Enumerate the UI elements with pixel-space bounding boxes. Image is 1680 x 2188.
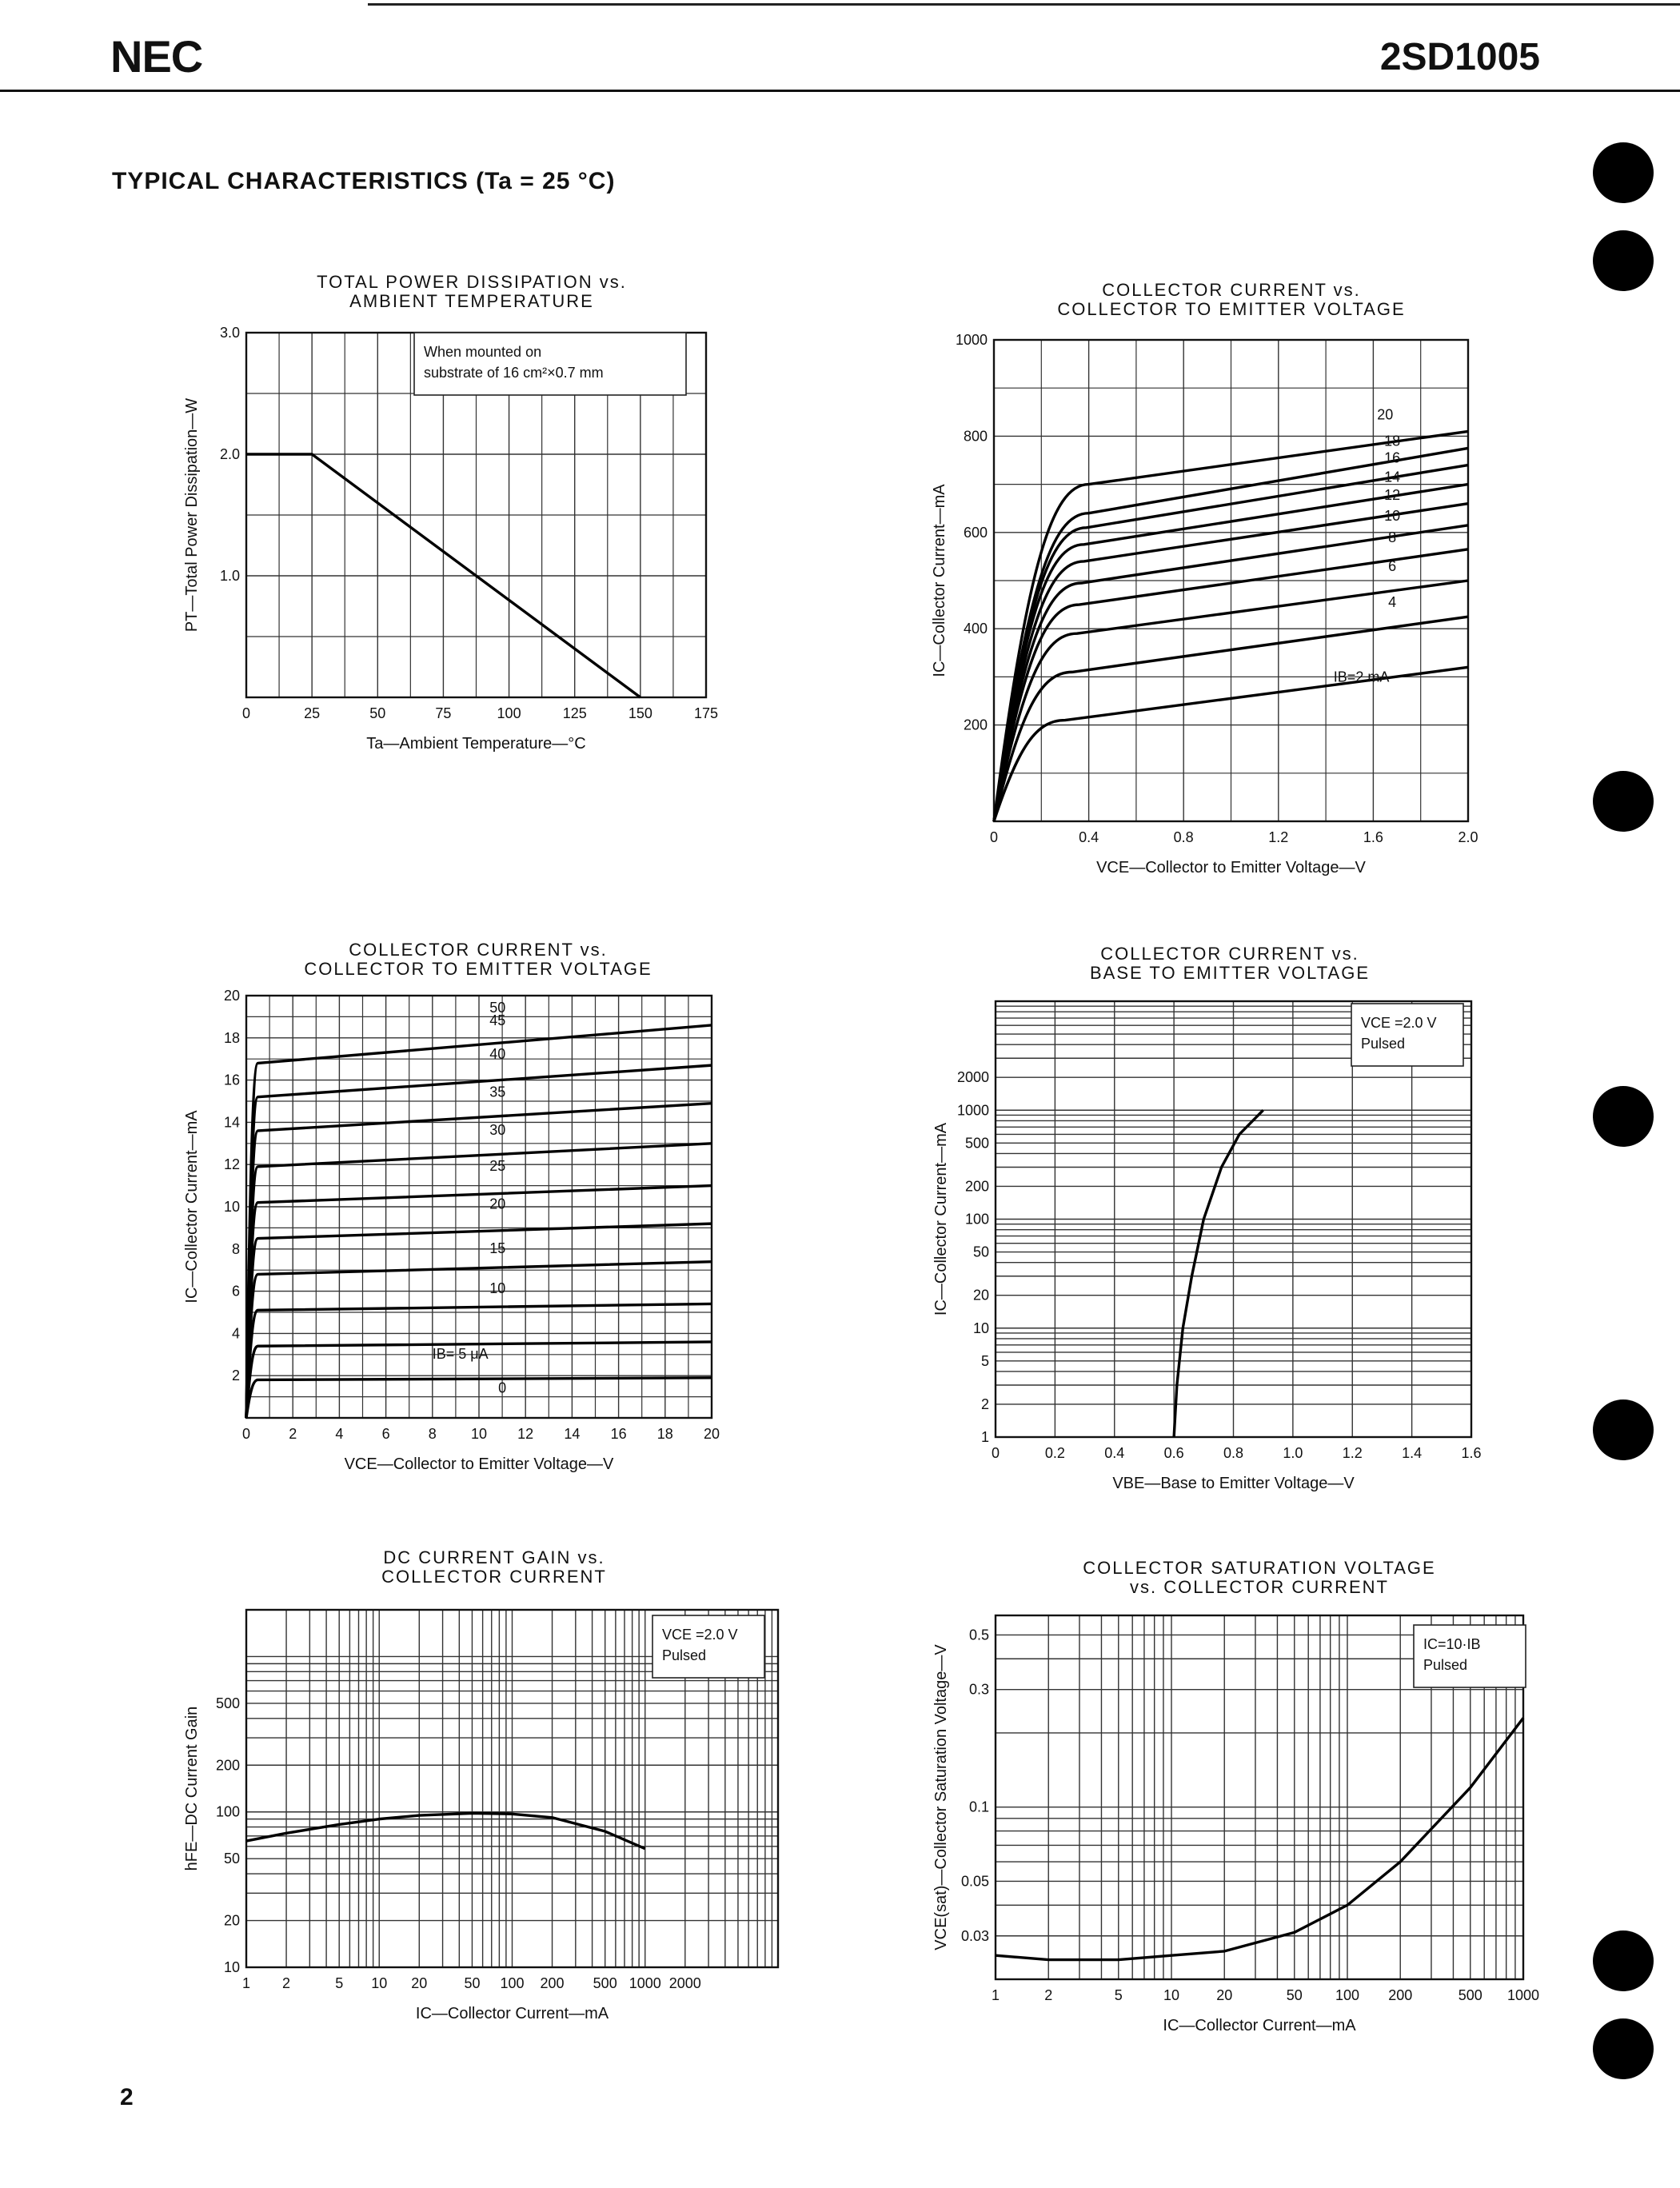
y-tick-label: 6 (231, 1283, 240, 1300)
page-number: 2 (120, 2084, 134, 2110)
series-label: 18 (1384, 433, 1401, 449)
x-tick-label: 75 (435, 705, 452, 721)
x-tick-label: 20 (703, 1426, 720, 1442)
series-label: 30 (489, 1122, 506, 1139)
x-axis-label: VCE—Collector to Emitter Voltage—V (344, 1455, 614, 1473)
chart-title: COLLECTOR CURRENT vs. (349, 940, 608, 960)
x-tick-label: 50 (1286, 1987, 1303, 2003)
x-tick-label: 175 (693, 705, 719, 721)
x-tick-label: 10 (470, 1426, 488, 1442)
y-tick-label: 1.0 (219, 568, 240, 584)
chart-title: COLLECTOR CURRENT vs. (1102, 280, 1361, 300)
x-tick-label: 18 (656, 1426, 673, 1442)
series-label: 45 (489, 1012, 506, 1028)
x-tick-label: 0.6 (1163, 1445, 1184, 1461)
chart-title: DC CURRENT GAIN vs. (383, 1547, 605, 1567)
x-tick-label: 16 (610, 1426, 627, 1442)
series-label: 6 (1388, 557, 1397, 574)
x-tick-label: 14 (564, 1426, 581, 1442)
chart-title: TOTAL POWER DISSIPATION vs. (317, 272, 627, 292)
chart-title: BASE TO EMITTER VOLTAGE (1090, 963, 1370, 983)
x-tick-label: 1000 (1506, 1987, 1540, 2003)
series-label: IB= 5 μA (432, 1346, 489, 1363)
note-box (1414, 1625, 1526, 1687)
y-tick-label: 2 (231, 1368, 240, 1384)
chart-note: VCE =2.0 V (662, 1627, 738, 1643)
chart-title: COLLECTOR TO EMITTER VOLTAGE (304, 959, 652, 979)
y-tick-label: 50 (223, 1851, 240, 1867)
y-tick-label: 400 (963, 621, 988, 637)
y-tick-label: 2.0 (219, 446, 240, 462)
chart-title: COLLECTOR CURRENT (381, 1567, 607, 1587)
y-tick-label: 20 (223, 988, 240, 1004)
y-tick-label: 16 (223, 1072, 240, 1088)
y-tick-label: 10 (223, 1959, 240, 1975)
chart-c6 (932, 1558, 1539, 2034)
y-axis-label: IC—Collector Current—mA (931, 484, 948, 677)
x-tick-label: 0.4 (1104, 1445, 1125, 1461)
y-tick-label: 0.03 (960, 1927, 989, 1944)
y-tick-label: 0.1 (968, 1799, 989, 1815)
series-label: 25 (489, 1158, 506, 1175)
y-axis-label: hFE—DC Current Gain (183, 1706, 201, 1871)
x-tick-label: 0 (241, 705, 251, 721)
y-tick-label: 100 (964, 1211, 989, 1228)
chart-note: Pulsed (1361, 1036, 1406, 1052)
chart-note: IC=10·IB (1423, 1636, 1481, 1652)
chart-title: vs. COLLECTOR CURRENT (1130, 1577, 1389, 1597)
x-axis-label: VBE—Base to Emitter Voltage—V (1112, 1475, 1355, 1492)
x-tick-label: 0 (989, 829, 999, 845)
x-tick-label: 200 (540, 1975, 565, 1991)
x-tick-label: 0.4 (1079, 829, 1099, 845)
y-axis-label: PT—Total Power Dissipation—W (183, 397, 201, 633)
y-tick-label: 20 (972, 1287, 989, 1304)
series-label: 40 (489, 1046, 506, 1063)
series-label: 10 (1384, 507, 1401, 524)
x-tick-label: 1.0 (1283, 1445, 1303, 1461)
x-tick-label: 1.2 (1342, 1445, 1363, 1461)
y-tick-label: 3.0 (219, 325, 240, 341)
x-tick-label: 150 (628, 705, 652, 721)
x-tick-label: 1.6 (1461, 1445, 1482, 1461)
x-axis-label: IC—Collector Current—mA (415, 2005, 609, 2022)
series-label: 15 (489, 1240, 506, 1257)
x-tick-label: 8 (428, 1426, 437, 1442)
series-label: 20 (1377, 406, 1394, 423)
y-tick-label: 0.3 (968, 1681, 989, 1698)
y-tick-label: 10 (972, 1320, 989, 1336)
series-label: 50 (489, 1000, 506, 1016)
y-tick-label: 600 (963, 524, 988, 541)
x-tick-label: 20 (411, 1975, 428, 1991)
x-tick-label: 2.0 (1458, 829, 1478, 845)
x-axis-label: Ta—Ambient Temperature—°C (366, 735, 586, 753)
x-tick-label: 0 (241, 1426, 251, 1442)
x-tick-label: 6 (381, 1426, 390, 1442)
y-tick-label: 2000 (956, 1069, 989, 1086)
x-tick-label: 0.2 (1044, 1445, 1065, 1461)
chart-note: substrate of 16 cm²×0.7 mm (424, 365, 604, 381)
y-tick-label: 200 (964, 1178, 989, 1195)
y-tick-label: 200 (215, 1757, 240, 1774)
note-box (414, 333, 686, 395)
x-tick-label: 50 (464, 1975, 481, 1991)
x-axis-label: VCE—Collector to Emitter Voltage—V (1096, 859, 1366, 876)
y-tick-label: 200 (963, 717, 988, 733)
chart-c1 (183, 272, 718, 753)
y-tick-label: 0.5 (968, 1627, 989, 1643)
y-tick-label: 100 (215, 1803, 240, 1820)
series-label: 20 (489, 1196, 506, 1212)
x-tick-label: 25 (304, 705, 321, 721)
x-tick-label: 5 (1114, 1987, 1123, 2003)
x-tick-label: 1000 (629, 1975, 661, 1991)
x-tick-label: 0.8 (1223, 1445, 1244, 1461)
x-tick-label: 10 (1163, 1987, 1180, 2003)
y-tick-label: 50 (972, 1244, 989, 1260)
note-box (1351, 1004, 1463, 1066)
y-axis-label: VCE(sat)—Collector Saturation Voltage—V (932, 1644, 950, 1950)
y-tick-label: 8 (231, 1240, 240, 1257)
x-tick-label: 100 (497, 705, 521, 721)
chart-note: Pulsed (662, 1647, 707, 1663)
series-label: 4 (1388, 594, 1397, 611)
y-tick-label: 800 (963, 428, 988, 445)
x-tick-label: 4 (335, 1426, 344, 1442)
y-tick-label: 12 (223, 1156, 240, 1173)
series-label: 16 (1384, 449, 1401, 466)
x-tick-label: 10 (371, 1975, 388, 1991)
chart-note: Pulsed (1423, 1657, 1468, 1673)
chart-c4 (932, 944, 1482, 1492)
y-axis-label: IC—Collector Current—mA (183, 1110, 201, 1304)
x-tick-label: 100 (1335, 1987, 1360, 2003)
x-tick-label: 1 (991, 1987, 1000, 2003)
y-tick-label: 18 (223, 1029, 240, 1046)
x-tick-label: 20 (1216, 1987, 1233, 2003)
note-box (652, 1615, 764, 1678)
chart-c2 (931, 280, 1478, 876)
chart-note: When mounted on (424, 344, 542, 360)
series-line (1174, 1110, 1263, 1437)
series-label: 12 (1384, 486, 1401, 503)
y-tick-label: 14 (223, 1114, 240, 1131)
x-tick-label: 2000 (668, 1975, 701, 1991)
x-tick-label: 2 (1044, 1987, 1053, 2003)
x-tick-label: 5 (335, 1975, 344, 1991)
x-tick-label: 500 (593, 1975, 617, 1991)
series-label: IB=2 mA (1333, 669, 1390, 685)
x-tick-label: 125 (562, 705, 587, 721)
chart-c5 (183, 1547, 778, 2022)
y-tick-label: 500 (215, 1695, 240, 1711)
chart-title: COLLECTOR TO EMITTER VOLTAGE (1057, 299, 1406, 319)
y-tick-label: 1 (980, 1429, 989, 1445)
x-tick-label: 1.6 (1363, 829, 1383, 845)
x-tick-label: 1.2 (1268, 829, 1289, 845)
y-axis-label: IC—Collector Current—mA (932, 1122, 950, 1316)
y-tick-label: 20 (223, 1912, 240, 1929)
section-title: TYPICAL CHARACTERISTICS (Ta = 25 °C) (112, 168, 616, 194)
x-tick-label: 12 (517, 1426, 534, 1442)
series-label: 8 (1388, 529, 1397, 545)
chart-title: AMBIENT TEMPERATURE (349, 291, 594, 311)
x-tick-label: 500 (1458, 1987, 1482, 2003)
y-tick-label: 5 (980, 1352, 989, 1369)
x-axis-label: IC—Collector Current—mA (1163, 2017, 1356, 2034)
x-tick-label: 50 (369, 705, 386, 721)
x-tick-label: 0 (991, 1445, 1000, 1461)
chart-title: COLLECTOR CURRENT vs. (1100, 944, 1359, 964)
series-label: 10 (489, 1280, 506, 1297)
chart-note: VCE =2.0 V (1361, 1015, 1437, 1031)
part-number: 2SD1005 (1379, 36, 1540, 78)
series-label: 14 (1384, 469, 1401, 485)
y-tick-label: 4 (231, 1325, 240, 1342)
series-label: 0 (498, 1379, 507, 1396)
x-tick-label: 0.8 (1173, 829, 1194, 845)
chart-title: COLLECTOR SATURATION VOLTAGE (1083, 1558, 1436, 1578)
x-tick-label: 100 (500, 1975, 525, 1991)
y-tick-label: 0.05 (960, 1873, 989, 1890)
y-tick-label: 500 (964, 1135, 989, 1152)
x-tick-label: 200 (1388, 1987, 1413, 2003)
y-tick-label: 1000 (955, 332, 988, 348)
y-tick-label: 10 (223, 1199, 240, 1215)
x-tick-label: 1 (241, 1975, 251, 1991)
x-tick-label: 1.4 (1402, 1445, 1423, 1461)
y-tick-label: 2 (980, 1395, 989, 1412)
series-label: 35 (489, 1084, 506, 1100)
y-tick-label: 1000 (956, 1102, 989, 1119)
x-tick-label: 2 (289, 1426, 297, 1442)
chart-c3 (183, 940, 720, 1473)
x-tick-label: 2 (282, 1975, 291, 1991)
brand-logo: NEC (110, 31, 203, 82)
series-line (996, 1718, 1523, 1959)
